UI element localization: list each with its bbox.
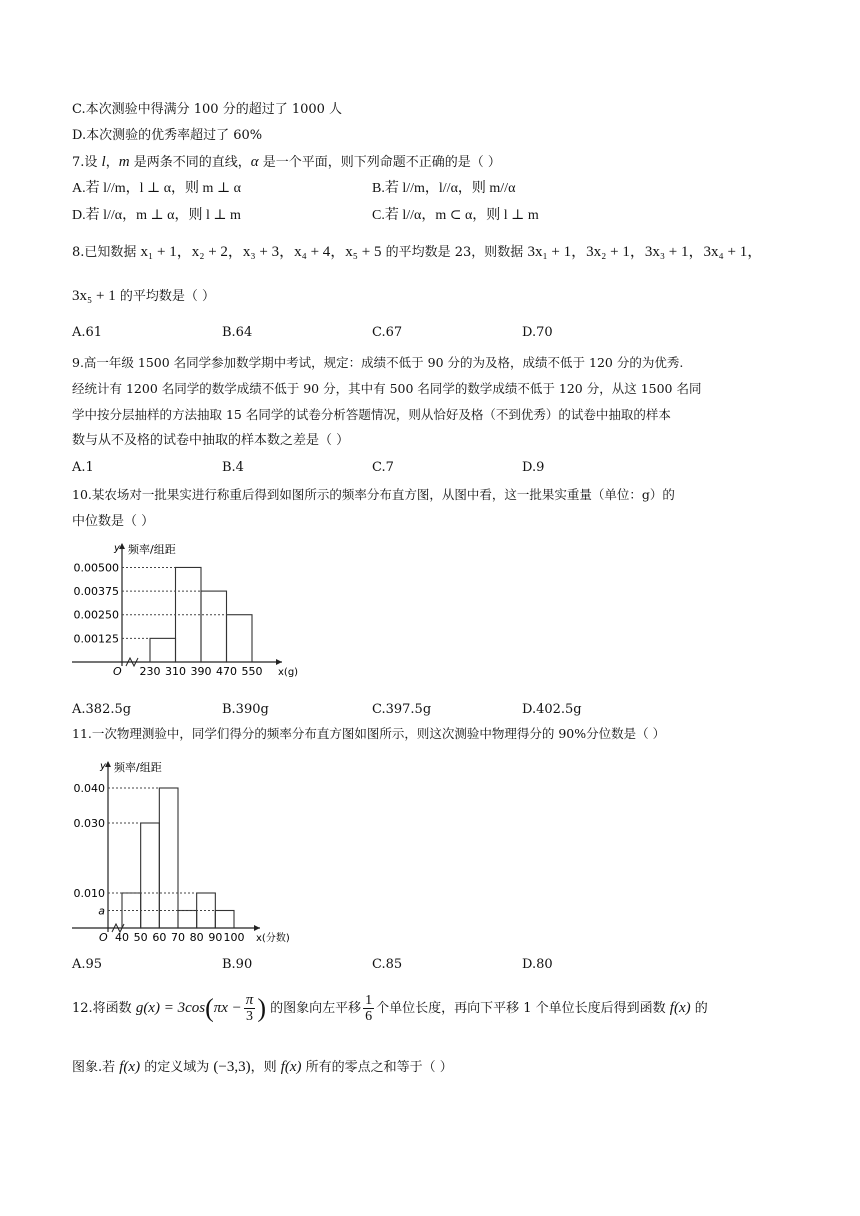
q8-stem-line2: 3x₅ + 1 的平均数是（ ） — [72, 288, 215, 304]
q9-option-d: D.9 — [522, 460, 545, 475]
q9-stem-line1: 9.高一年级 1500 名同学参加数学期中考试，规定：成绩不低于 90 分的为及格，成绩不低于 120 分的为优秀. — [72, 355, 684, 370]
q6-option-d: D.本次测验的优秀率超过了 60% — [72, 128, 263, 143]
q12-stem-line1: 12.将函数 g(x) = 3cos(πx − $\frac{\pi}{3}$ ) 的图象向左平移 $\frac{1}{6}$ 个单位长度，再向下平移 1 个单位长度后得到函数 f(x) 的 — [72, 992, 708, 1024]
axis-break-mark — [126, 658, 138, 666]
q9-stem-line3: 学中按分层抽样的方法抽取 15 名同学的试卷分析答题情况，则从恰好及格（不到优秀）的试卷中抽取的样本 — [72, 407, 671, 422]
x-tick-label: 80 — [189, 931, 204, 944]
q6-option-c: C.本次测验中得满分 100 分的超过了 1000 人 — [72, 102, 343, 117]
histogram-bar — [215, 911, 234, 929]
x-tick-label: 90 — [208, 931, 223, 944]
y-tick-label: 0.010 — [73, 887, 105, 900]
q8-option-c: C.67 — [372, 325, 403, 340]
q8-stem-line1: 8.已知数据 x₁ + 1，x₂ + 2，x₃ + 3，x₄ + 4，x₅ + 5 的平均数是 23，则数据 3x₁ + 1，3x₂ + 1，3x₃ + 1，3x₄ + 1， — [72, 244, 763, 260]
y-axis-title: 频率/组距 — [114, 761, 162, 774]
y-axis-letter: y — [114, 543, 120, 554]
y-axis-title: 频率/组距 — [128, 543, 176, 556]
q11-option-b: B.90 — [222, 957, 253, 972]
q7-option-d: D.若 l//α，m ⊥ α，则 l ⊥ m — [72, 208, 241, 223]
y-tick-label: 0.030 — [73, 817, 105, 830]
q9-stem-line4: 数与从不及格的试卷中抽取的样本数之差是（ ） — [72, 433, 350, 448]
q10-stem-line2: 中位数是（ ） — [72, 514, 155, 529]
q8-option-d: D.70 — [522, 325, 553, 340]
q9-option-a: A.1 — [72, 460, 94, 475]
histogram-physics-score — [70, 758, 310, 946]
histogram-bar — [159, 788, 178, 928]
histogram-bar — [227, 615, 253, 662]
histogram-bar — [201, 591, 227, 662]
q10-option-b: B.390g — [222, 702, 269, 717]
q8-option-a: A.61 — [72, 325, 103, 340]
q9-stem-line2: 经统计有 1200 名同学的数学成绩不低于 90 分，其中有 500 名同学的数学成绩不低于 120 分，从这 1500 名同 — [72, 381, 702, 396]
y-tick-label: 0.00250 — [73, 608, 119, 622]
q12-stem-line2: 图象.若 f(x) 的定义域为 (−3,3)，则 f(x) 所有的零点之和等于（ ） — [72, 1059, 453, 1075]
y-tick-label: 0.00500 — [73, 561, 119, 575]
q7-option-a: A.若 l//m，l ⊥ α，则 m ⊥ α — [72, 181, 241, 196]
x-tick-label: 40 — [115, 931, 129, 944]
x-axis-arrow — [276, 659, 282, 665]
q7-option-c: C.若 l//α，m ⊂ α，则 l ⊥ m — [372, 208, 539, 223]
q10-option-d: D.402.5g — [522, 702, 582, 717]
x-tick-label: 100 — [223, 931, 245, 944]
y-tick-label: a — [98, 904, 105, 918]
q10-option-c: C.397.5g — [372, 702, 432, 717]
q10-stem-line1: 10.某农场对一批果实进行称重后得到如图所示的频率分布直方图，从图中看，这一批果实重量（单位：g）的 — [72, 487, 675, 502]
x-tick-label: 390 — [190, 665, 212, 678]
q11-option-a: A.95 — [72, 957, 103, 972]
x-axis-arrow — [254, 925, 260, 931]
y-tick-label: 0.00375 — [73, 585, 119, 599]
x-tick-label: 550 — [241, 665, 263, 678]
q8-option-b: B.64 — [222, 325, 253, 340]
q9-option-b: B.4 — [222, 460, 244, 475]
q7-option-b: B.若 l//m，l//α，则 m//α — [372, 181, 516, 196]
x-tick-label: 310 — [165, 665, 186, 678]
y-tick-label: 0.040 — [73, 782, 105, 795]
q11-option-d: D.80 — [522, 957, 553, 972]
origin-label: O — [99, 931, 108, 944]
q11-stem: 11.一次物理测验中，同学们得分的频率分布直方图如图所示，则这次测验中物理得分的 90%分位数是（ ） — [72, 726, 666, 741]
origin-label: O — [113, 665, 122, 678]
histogram-bar — [150, 638, 176, 662]
x-axis-title: x(分数) — [256, 933, 290, 944]
q10-option-a: A.382.5g — [72, 702, 132, 717]
histogram-bar — [178, 911, 197, 929]
x-tick-label: 60 — [152, 931, 167, 944]
q7-stem: 7.设 l，m 是两条不同的直线，α 是一个平面，则下列命题不正确的是（ ） — [72, 154, 501, 170]
x-tick-label: 70 — [171, 931, 185, 944]
x-tick-label: 470 — [216, 665, 237, 678]
x-tick-label: 230 — [139, 665, 161, 678]
x-tick-label: 50 — [133, 931, 148, 944]
y-axis-letter: y — [100, 761, 106, 772]
q9-option-c: C.7 — [372, 460, 394, 475]
y-tick-label: 0.00125 — [73, 632, 119, 646]
x-axis-title: x(g) — [278, 667, 299, 678]
q11-option-c: C.85 — [372, 957, 403, 972]
histogram-fruit-weight — [70, 540, 315, 685]
histogram-bar — [141, 823, 160, 928]
